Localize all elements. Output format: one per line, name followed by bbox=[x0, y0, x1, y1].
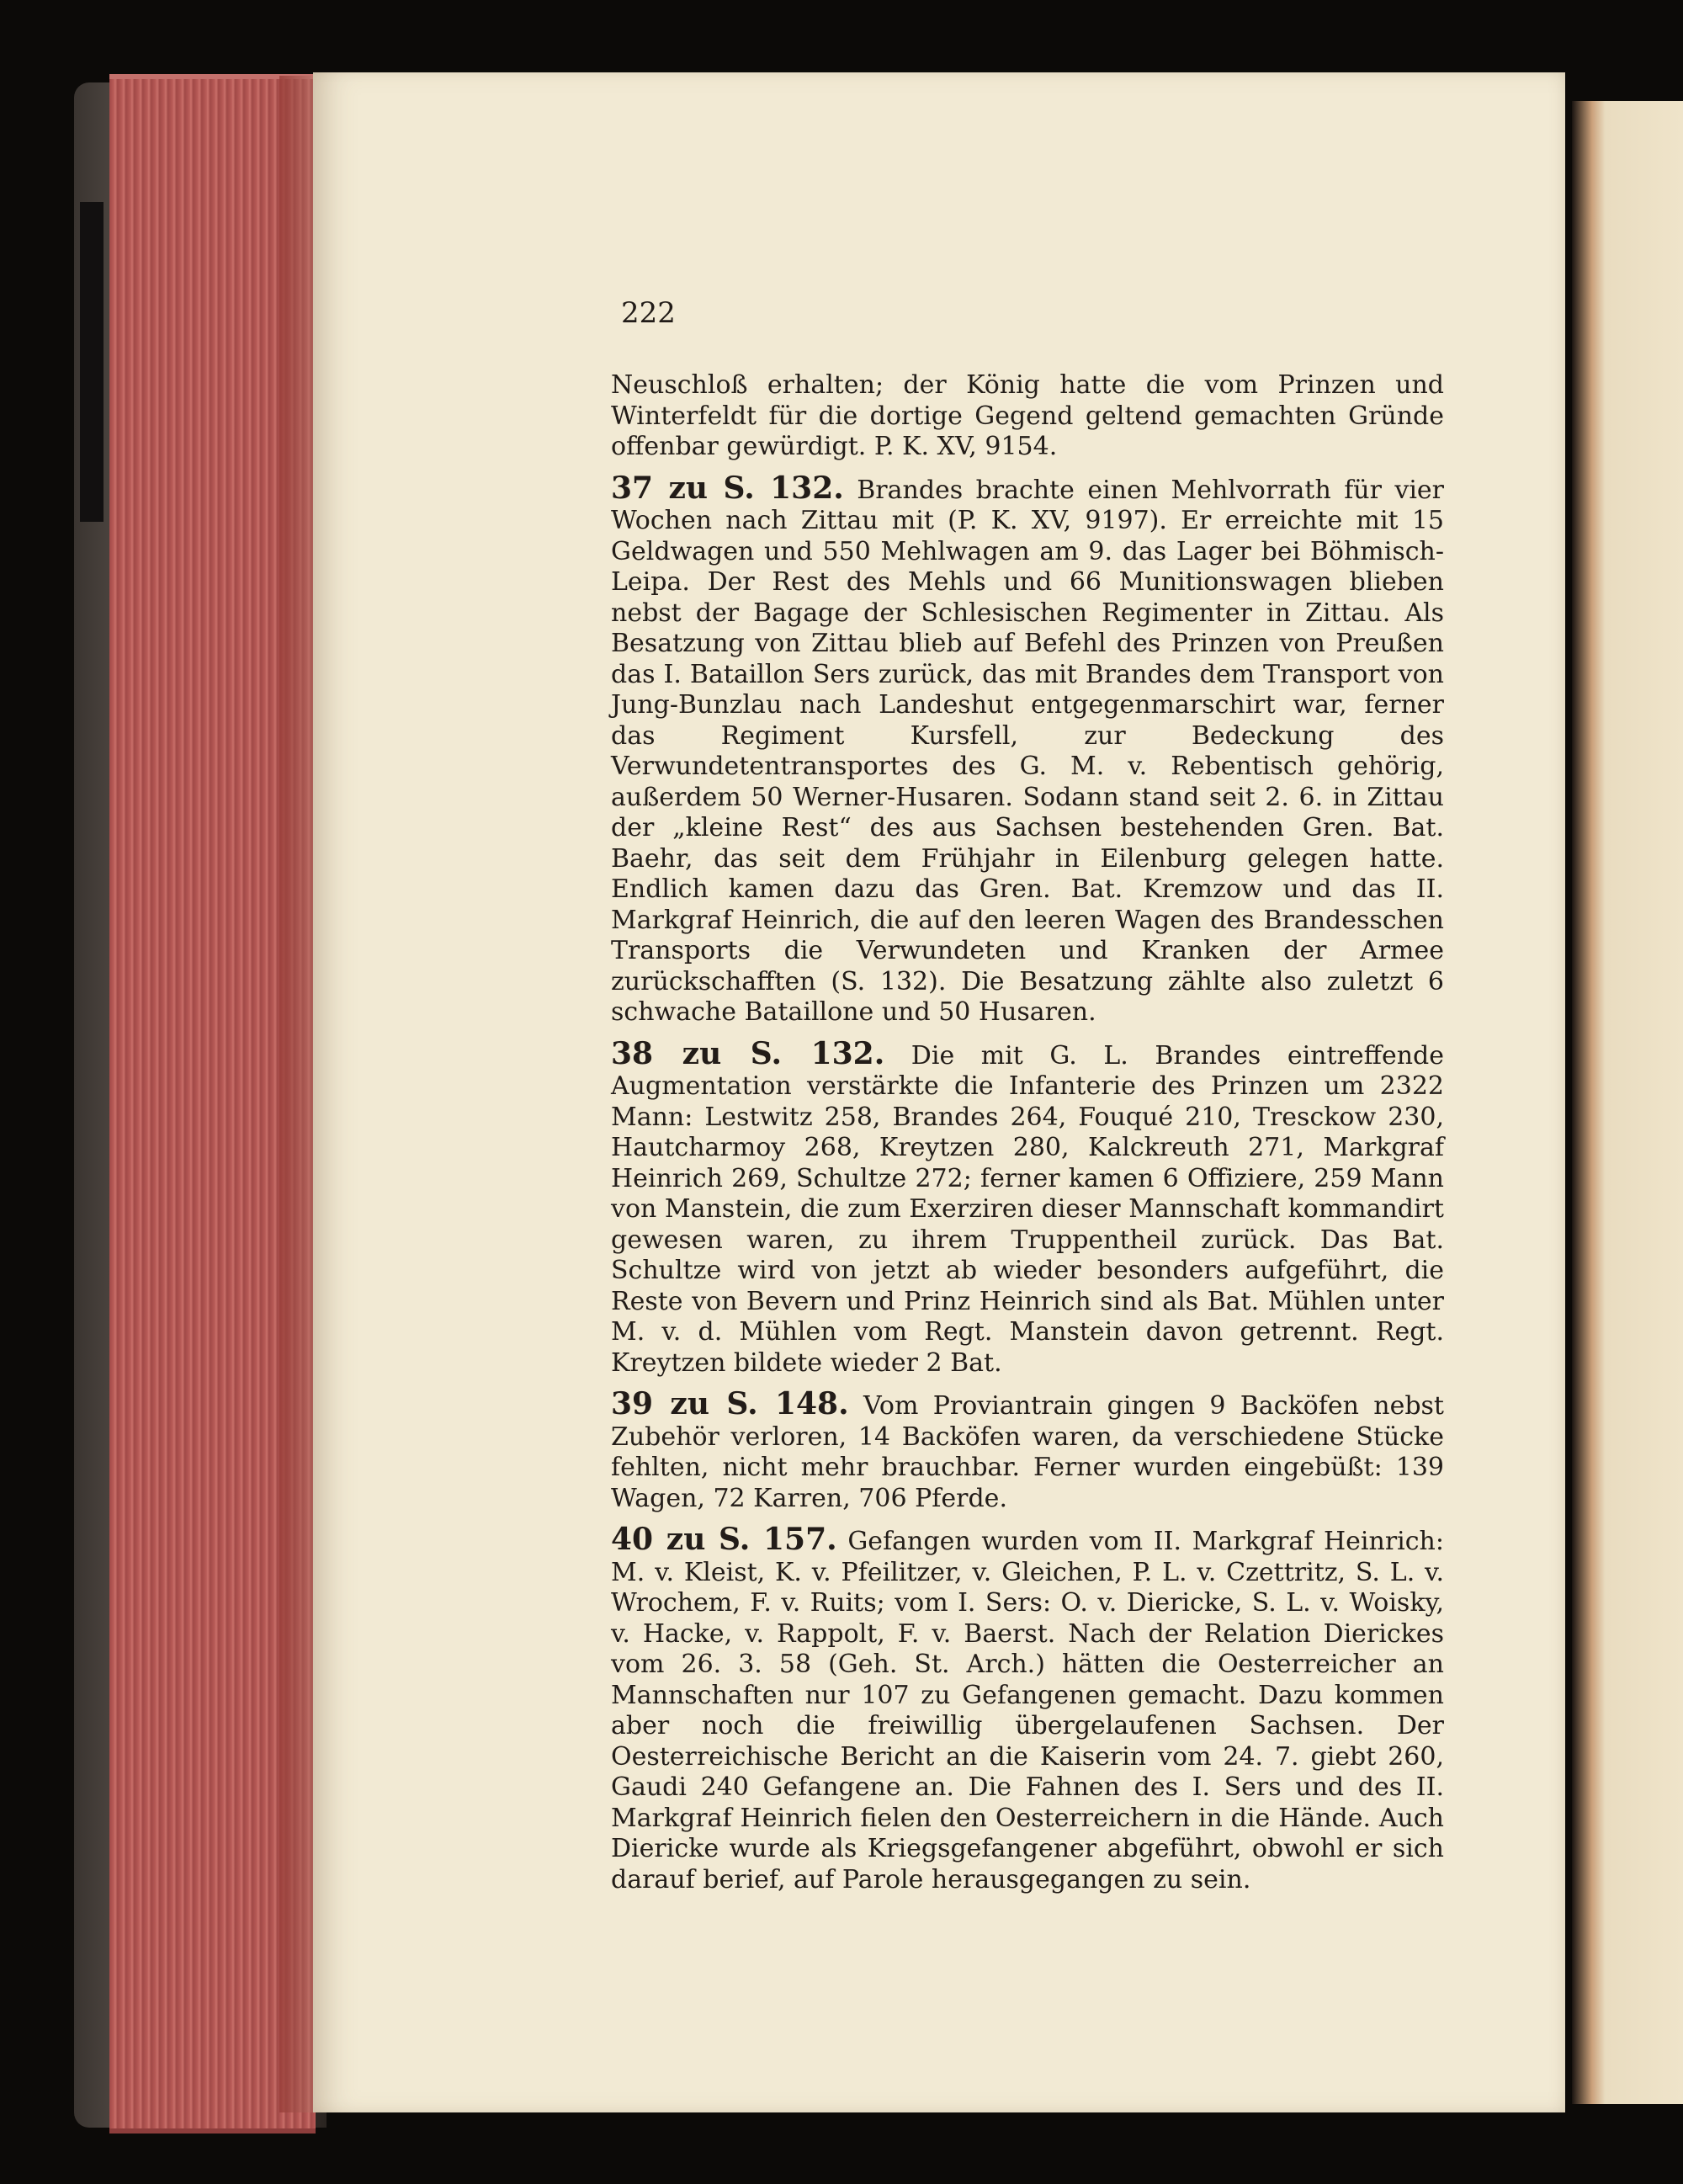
endnote-39 bbox=[611, 1386, 1444, 1514]
note-body: Gefangen wurden vom II. Markgraf Heinrich: M. v. Kleist, K. v. Pfeilitzer, v. Gleichen, P. L. v. Czettritz, S. L. v. Wrochem, F. v. Ruits; vom I. Sers: O. v. Diericke, S. L. v. Woisky, v. Hacke, v. Rappolt, F. v. Baerst. Nach der Relation Dierickes vom 26. 3. 58 (Geh. St. Arch.) hätten die Oesterreicher an Mannschaften nur 107 zu Gefangenen gemacht. Dazu kommen aber noch die freiwillig übergelaufenen Sachsen. Der Oesterreichische Bericht an die Kaiserin vom 24. 7. giebt 260, Gaudi 240 Gefangene an. Die Fahnen des I. Sers und des II. Markgraf Heinrich fielen den Oesterreichern in die Hände. Auch Diericke wurde als Kriegsgefangener abgeführt, obwohl er sich darauf berief, auf Parole herausgegangen zu sein. bbox=[611, 1527, 1444, 1894]
endnote-37 bbox=[611, 470, 1445, 1028]
endnote-38 bbox=[611, 1035, 1444, 1379]
note-reference: 39 zu S. 148. bbox=[611, 1386, 849, 1421]
facing-page-edge bbox=[1572, 101, 1683, 2104]
note-body: Brandes brachte einen Mehlvorrath für vier Wochen nach Zittau mit (P. K. XV, 9197). Er erreichte mit 15 Geldwagen und 550 Mehlwagen am 9. das Lager bei Böhmisch-Leipa. Der Rest des Mehls und 66 Munitionswagen blieben nebst der Bagage der Schlesischen Regimenter in Zittau. Als Besatzung von Zittau blieb auf Befehl des Prinzen von Preußen das I. Bataillon Sers zurück, das mit Brandes dem Transport von Jung-Bunzlau nach Landeshut entgegenmarschirt war, ferner das Regiment Kursfell, zur Bedeckung des Verwundetentransportes des G. M. v. Rebentisch gehörig, außerdem 50 Werner-Husaren. Sodann stand seit 2. 6. in Zittau der „kleine Rest“ des aus Sachsen bestehenden Gren. Bat. Baehr, das seit dem Frühjahr in Eilenburg gelegen hatte. Endlich kamen dazu das Gren. Bat. Kremzow und das II. Markgraf Heinrich, die auf den leeren Wagen des Brandesschen Transports die Verwundeten und Kranken der Armee zurückschafften (S. 132). Die Besatzung zählte also zuletzt 6 schwache Bataillone und 50 Husaren. bbox=[611, 475, 1445, 1027]
page-text bbox=[611, 370, 1444, 1905]
note-reference: 37 zu S. 132. bbox=[611, 470, 844, 506]
endnote-40 bbox=[611, 1524, 1444, 1895]
note-reference: 38 zu S. 132. bbox=[611, 1035, 885, 1071]
note-body: Die mit G. L. Brandes eintreffende Augmentation verstärkte die Infanterie des Prinzen um 2322 Mann: Lestwitz 258, Brandes 264, Fouqué 210, Tresckow 230, Hautcharmoy 268, Kreytzen 280, Kalckreuth 271, Markgraf Heinrich 269, Schultze 272; ferner kamen 6 Offiziere, 259 Mann von Manstein, die zum Exerziren dieser Mannschaft kommandirt gewesen waren, zu ihrem Truppentheil zurück. Das Bat. Schultze wird von jetzt ab wieder besonders aufgeführt, die Reste von Bevern und Prinz Heinrich sind als Bat. Mühlen unter M. v. d. Mühlen vom Regt. Manstein davon getrennt. Regt. Kreytzen bildete wieder 2 Bat. bbox=[611, 1040, 1444, 1378]
cover-shadow bbox=[80, 202, 104, 522]
paragraph bbox=[611, 370, 1444, 463]
paragraph-body: Neuschloß erhalten; der König hatte die vom Prinzen und Winterfeldt für die dortige Gegend geltend gemachten Gründe offenbar gewürdigt. P. K. XV, 9154. bbox=[611, 370, 1444, 461]
note-body: Vom Proviantrain gingen 9 Backöfen nebst Zubehör verloren, 14 Backöfen waren, da verschiedene Stücke fehlten, nicht mehr brauchbar. Ferner wurden eingebüßt: 139 Wagen, 72 Karren, 706 Pferde. bbox=[611, 1391, 1444, 1513]
note-reference: 40 zu S. 157. bbox=[611, 1522, 837, 1557]
page-number: 222 bbox=[621, 296, 676, 330]
